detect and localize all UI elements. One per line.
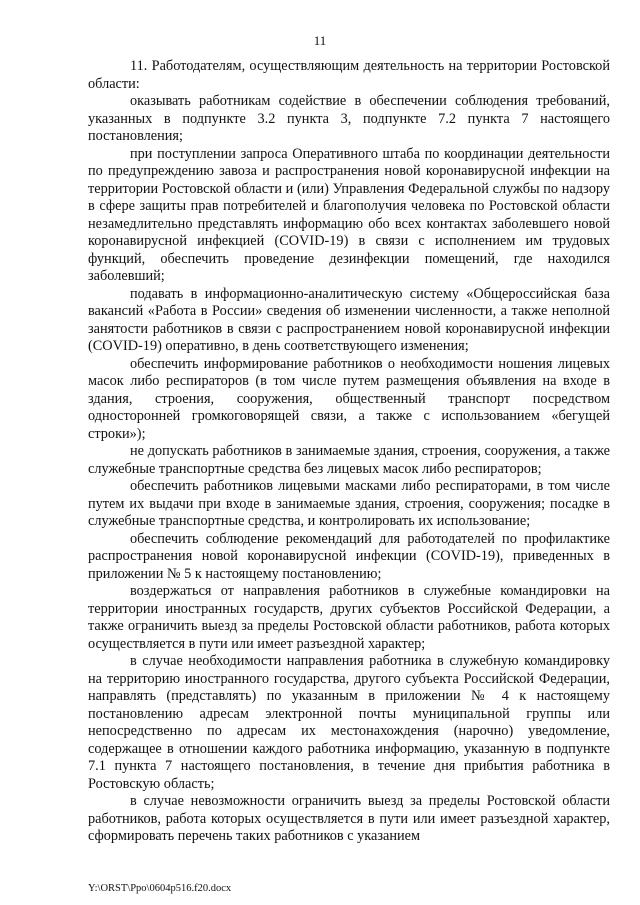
footer-file-path: Y:\ORST\Ppo\0604p516.f20.docx — [88, 883, 232, 894]
paragraph: обеспечить информирование работников о необходимости ношения лицевых масок либо респираторов (в том числе путем размещения объявления на входе в здания, строения, сооружения, общественный транспорт посредством односторонней громкоговорящей связи, а также с использованием «бегущей строки»); — [88, 355, 610, 442]
paragraph: в случае невозможности ограничить выезд за пределы Ростовской области работников, работа которых осуществляется в пути или имеет разъездной характер, сформировать перечень таких работников с указанием — [88, 793, 610, 844]
paragraph: подавать в информационно-аналитическую систему «Общероссийская база вакансий «Работа в России» сведения об изменении численности, а также неполной занятости работников в связи с распространением новой коронавирусной инфекции (COVID-19) оперативно, в день соответствующего изменения; — [88, 285, 610, 354]
page-number: 11 — [313, 33, 327, 48]
paragraph: обеспечить соблюдение рекомендаций для работодателей по профилактике распространения новой коронавирусной инфекции (COVID-19), приведенных в приложении № 5 к настоящему постановлению; — [88, 530, 610, 582]
paragraph: не допускать работников в занимаемые здания, строения, сооружения, а также служебные транспортные средства без лицевых масок либо респираторов; — [88, 443, 610, 477]
paragraph: в случае необходимости направления работника в служебную командировку на территорию иностранного государства, другого субъекта Российской Федерации, направлять (представлять) по указанным в приложении № 4 к настоящему постановлению адресам электронной почты муниципальной группы или непосредственно по адресам их местонахождения (нарочно) уведомление, содержащее в отношении каждого работника информацию, указанную в подпункте 7.1 пункта 7 настоящего постановления, в течение дня прибытия работника в Ростовскую область; — [88, 653, 610, 792]
paragraph: обеспечить работников лицевыми масками либо респираторами, в том числе путем их выдачи при входе в занимаемые здания, строения, сооружения; посадке в служебные транспортные средства, и контролировать их использование; — [88, 478, 610, 529]
paragraph: воздержаться от направления работников в служебные командировки на территории иностранных государств, других субъектов Российской Федерации, а также ограничить выезд за пределы Ростовской области работников, работа которых осуществляется в пути или имеет разъездной характер; — [88, 583, 610, 652]
paragraph: 11. Работодателям, осуществляющим деятельность на территории Ростовской области: — [88, 58, 610, 92]
document-body — [88, 58, 610, 846]
paragraph: при поступлении запроса Оперативного штаба по координации деятельности по предупреждению завоза и распространения новой коронавирусной инфекции на территории Ростовской области и (или) Управления Федеральной службы по надзору в сфере защиты прав потребителей и благополучия человека по Ростовской области незамедлительно представлять информацию обо всех контактах заболевшего новой коронавирусной инфекцией (COVID-19) в связи с исполнением им трудовых функций, обеспечить проведение дезинфекции помещений, где находился заболевший; — [88, 145, 610, 284]
paragraph: оказывать работникам содействие в обеспечении соблюдения требований, указанных в подпункте 3.2 пункта 3, подпункте 7.2 пункта 7 настоящего постановления; — [88, 93, 610, 144]
